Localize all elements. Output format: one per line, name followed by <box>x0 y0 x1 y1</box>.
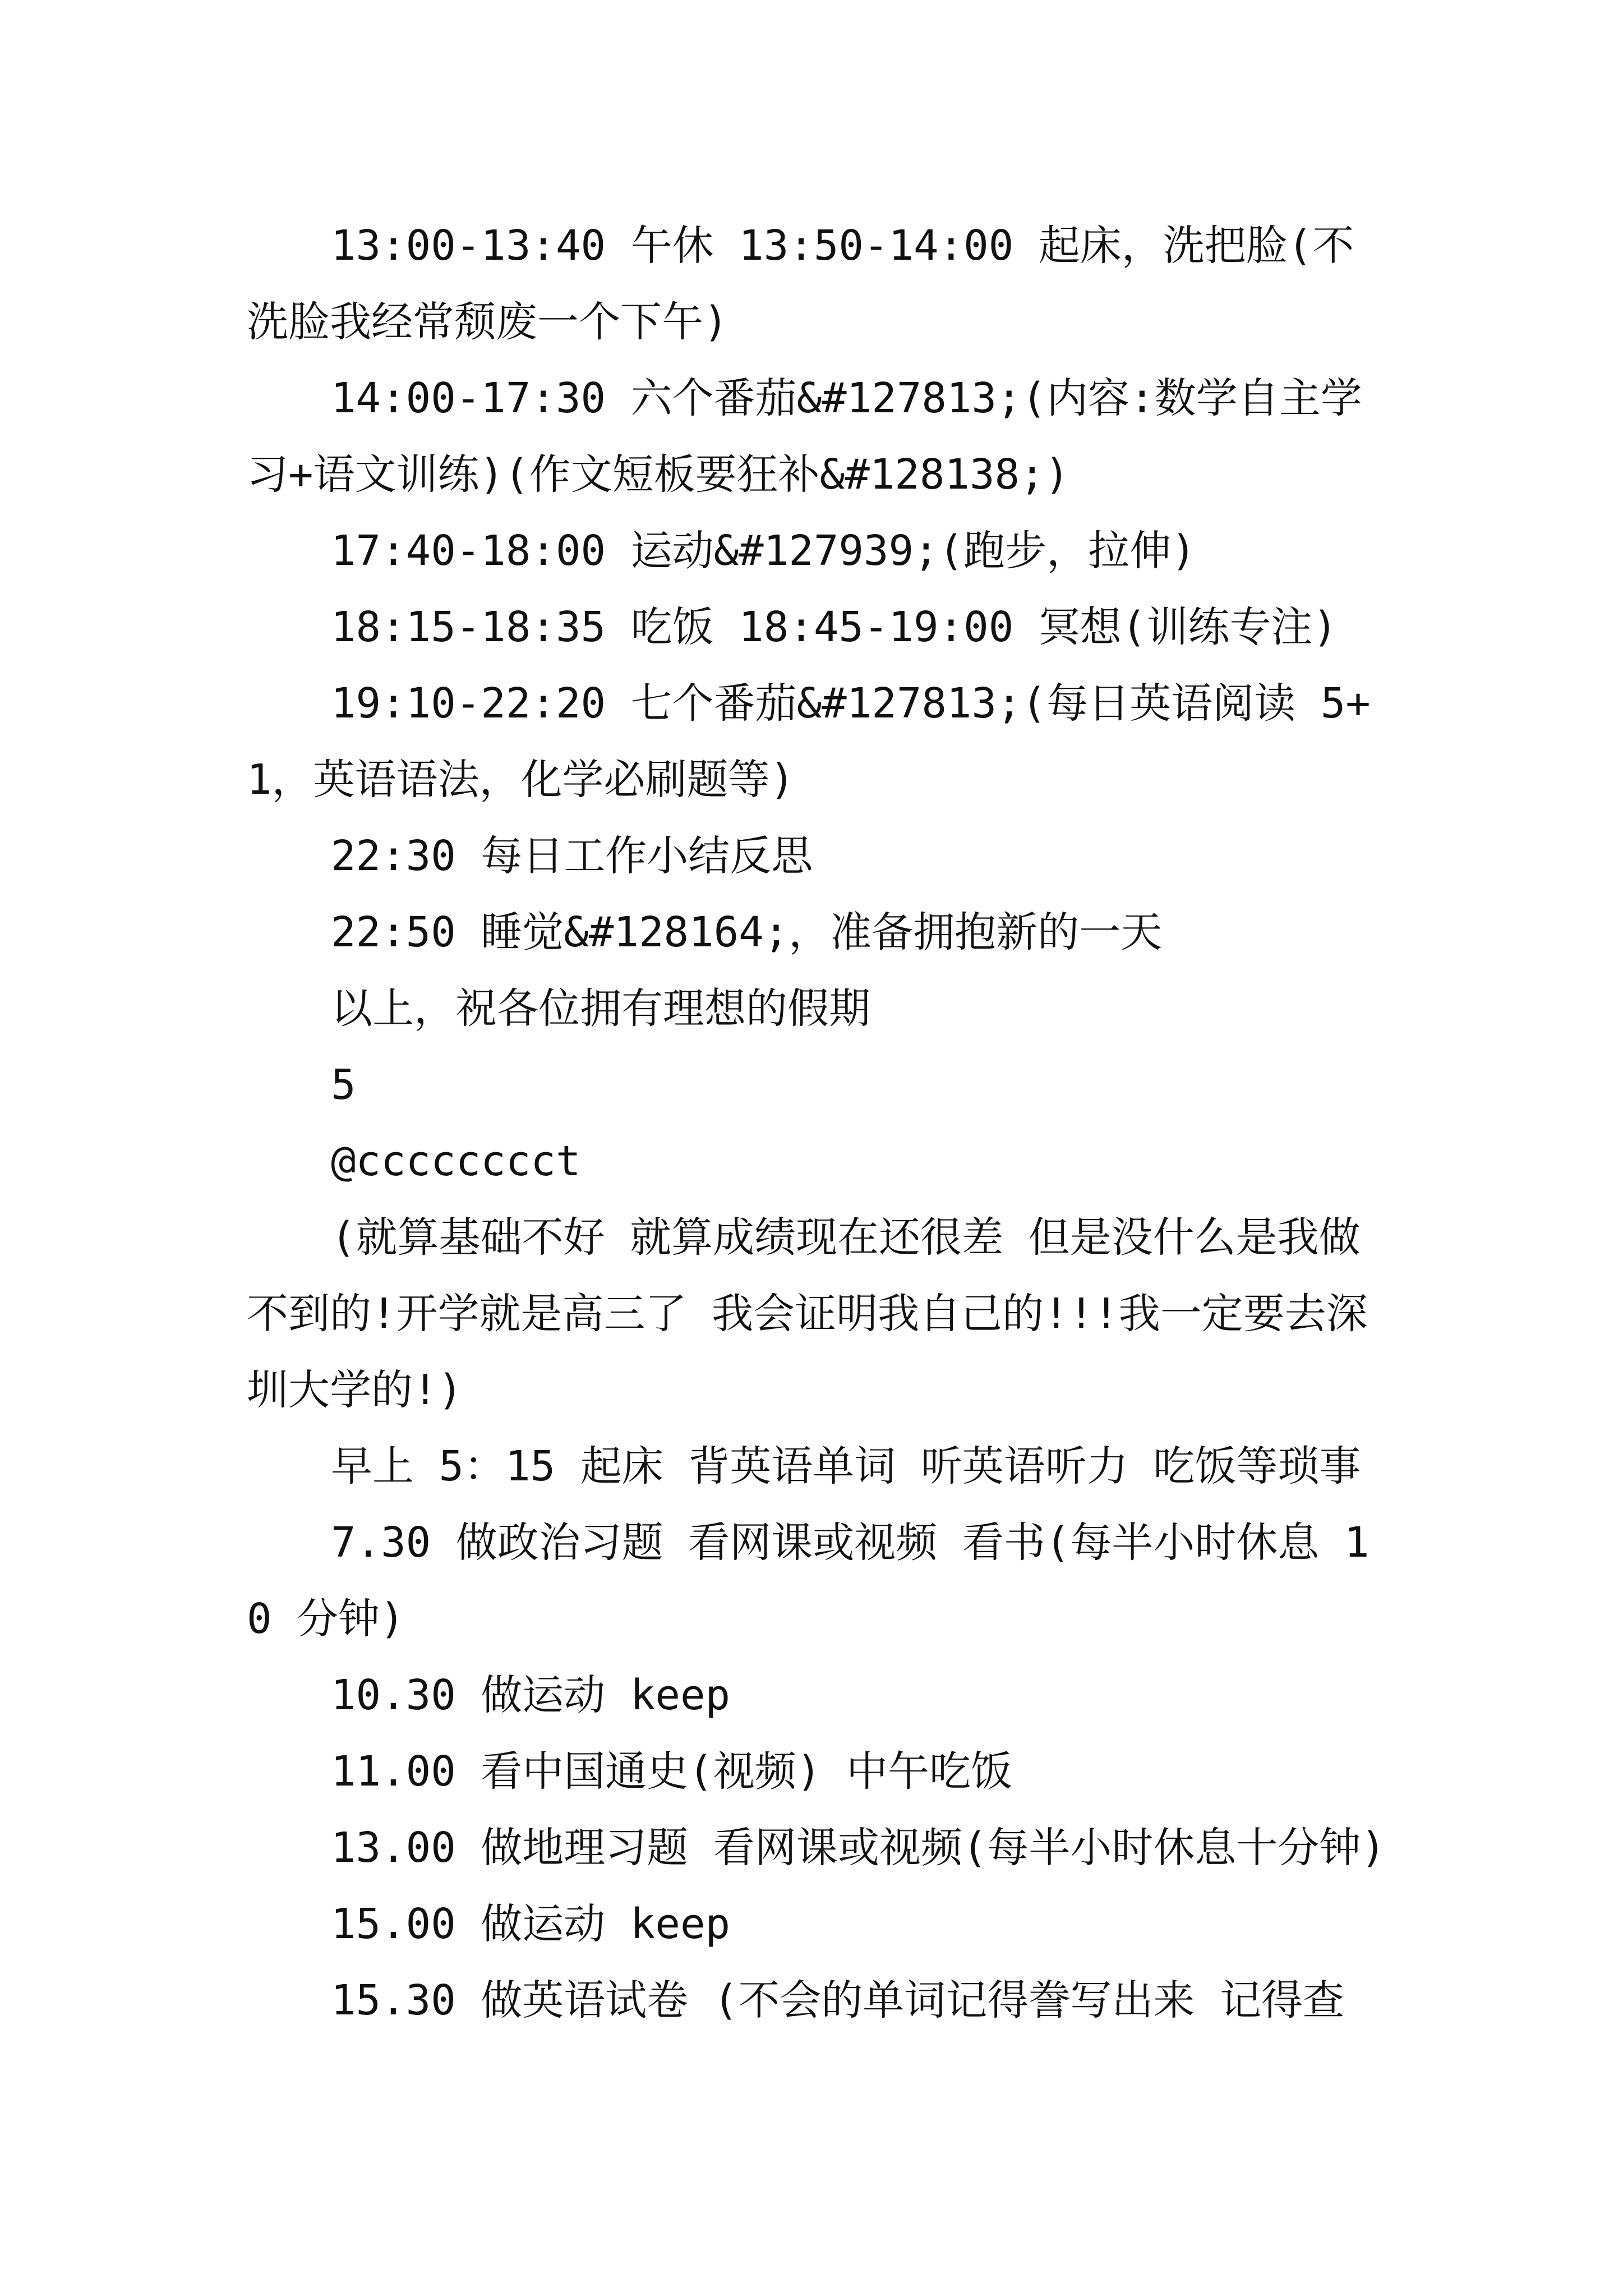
paragraph-politics-study: 7.30 做政治习题 看网课或视频 看书(每半小时休息 10 分钟) <box>247 1519 1370 1643</box>
paragraph-daily-summary: 22:30 每日工作小结反思 <box>331 832 813 880</box>
paragraph-motivation: (就算基础不好 就算成绩现在还很差 但是没什么是我做不到的!开学就是高三了 我会证明我自己的!!!我一定要去深圳大学的!) <box>247 1213 1368 1414</box>
author-handle: @cccccccct <box>331 1137 581 1185</box>
paragraph-morning-routine: 早上 5：15 起床 背英语单词 听英语听力 吃饭等琐事 <box>331 1442 1361 1490</box>
paragraph-evening-study: 19:10-22:20 七个番茄&#127813;(每日英语阅读 5+1，英语语法，化学必刷题等) <box>247 679 1371 804</box>
paragraph-geography-study: 13.00 做地理习题 看网课或视频(每半小时休息十分钟) <box>331 1824 1386 1872</box>
paragraph-exercise-morning: 10.30 做运动 keep <box>331 1671 731 1719</box>
paragraph-english-exam: 15.30 做英语试卷 (不会的单词记得誊写出来 记得查 <box>331 1976 1344 2024</box>
paragraph-closing-wish: 以上，祝各位拥有理想的假期 <box>331 984 870 1033</box>
paragraph-history-lunch: 11.00 看中国通史(视频) 中午吃饭 <box>331 1747 1012 1796</box>
paragraph-exercise-afternoon: 15.00 做运动 keep <box>331 1900 731 1948</box>
section-number: 5 <box>331 1061 356 1109</box>
document-body <box>247 208 1391 2039</box>
paragraph-dinner-meditation: 18:15-18:35 吃饭 18:45-19:00 冥想(训练专注) <box>331 603 1338 651</box>
paragraph-exercise: 17:40-18:00 运动&#127939;(跑步，拉伸) <box>331 527 1196 575</box>
paragraph-sleep: 22:50 睡觉&#128164;，准备拥抱新的一天 <box>331 908 1163 956</box>
paragraph-afternoon-study: 14:00-17:30 六个番茄&#127813;(内容:数学自主学习+语文训练)(作文短板要狂补&#128138;) <box>247 374 1362 499</box>
paragraph-nap-schedule: 13:00-13:40 午休 13:50-14:00 起床，洗把脸(不洗脸我经常颓废一个下午) <box>247 222 1354 346</box>
